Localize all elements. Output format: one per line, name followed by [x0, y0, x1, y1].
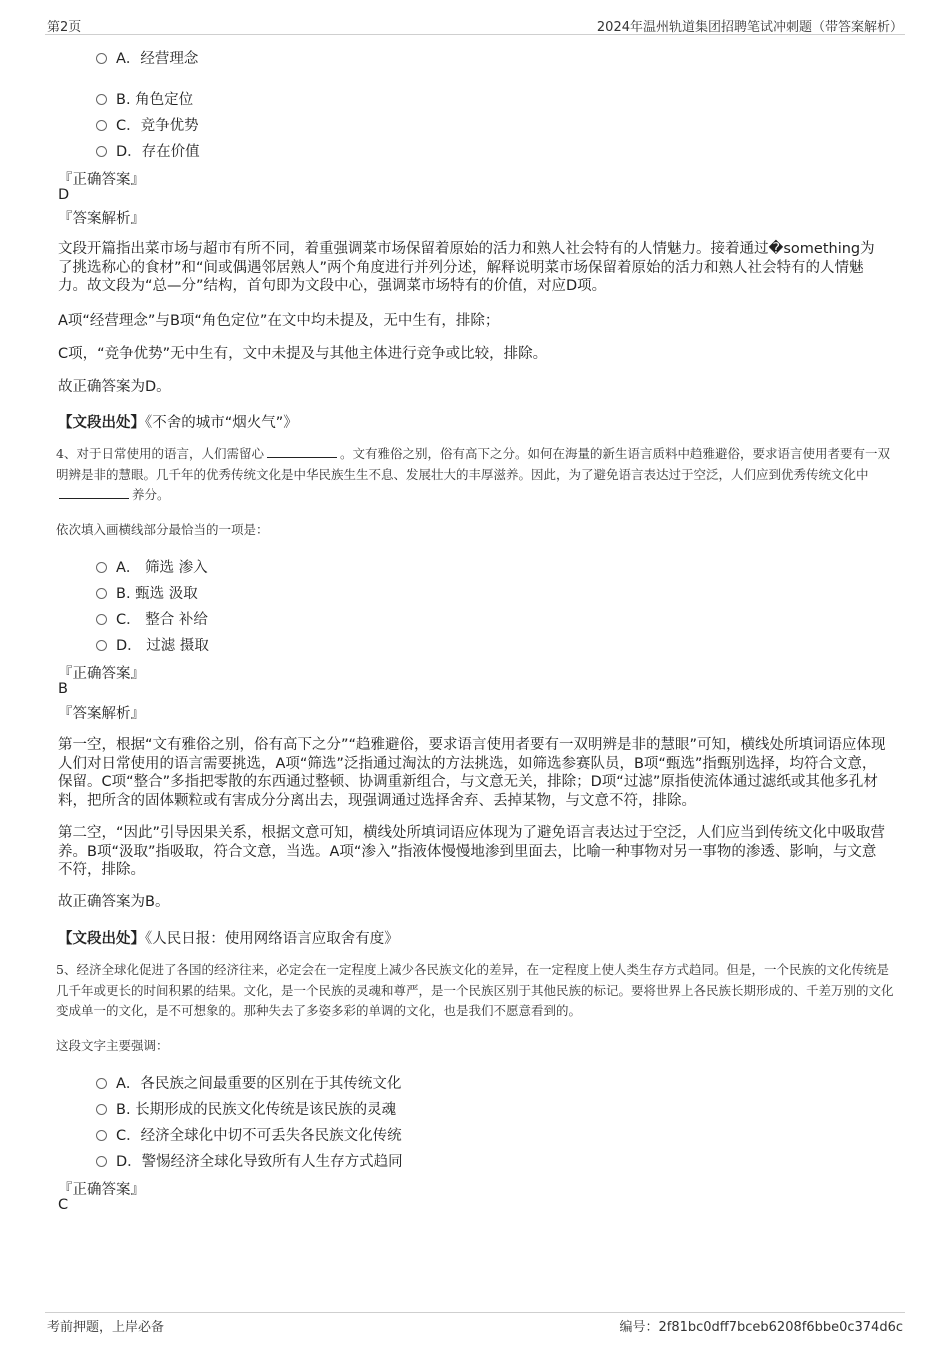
q5-answer-label: 『正确答案』	[58, 1182, 145, 1198]
q4-answer-label: 『正确答案』	[58, 666, 145, 682]
q3-option-b[interactable]: B. 角色定位	[96, 88, 193, 109]
page-header	[45, 14, 905, 35]
q5-option-b[interactable]: B. 长期形成的民族文化传统是该民族的灵魂	[96, 1098, 396, 1119]
q4-answer: B	[58, 681, 68, 697]
radio-icon[interactable]	[96, 562, 107, 573]
q3-option-c[interactable]: C．竞争优势	[96, 114, 199, 135]
radio-icon[interactable]	[96, 1078, 107, 1089]
q5-option-a[interactable]: A．各民族之间最重要的区别在于其传统文化	[96, 1072, 401, 1093]
q3-option-a[interactable]: A．经营理念	[96, 47, 198, 68]
q3-answer: D	[58, 187, 70, 203]
radio-icon[interactable]	[96, 146, 107, 157]
radio-icon[interactable]	[96, 1104, 107, 1115]
q3-option-d[interactable]: D．存在价值	[96, 140, 200, 161]
page-number: 第2页	[47, 20, 82, 35]
q5-answer: C	[58, 1197, 69, 1213]
q3-analysis-label: 『答案解析』	[58, 211, 145, 227]
radio-icon[interactable]	[96, 640, 107, 651]
q3-answer-label: 『正确答案』	[58, 172, 145, 188]
radio-icon[interactable]	[96, 614, 107, 625]
q4-prompt: 依次填入画横线部分最恰当的一项是：	[56, 522, 269, 537]
q4-option-d[interactable]: D． 过滤 摄取	[96, 634, 209, 655]
q5-option-c[interactable]: C．经济全球化中切不可丢失各民族文化传统	[96, 1124, 402, 1145]
q4-source: 【文段出处】《人民日报：使用网络语言应取舍有度》	[58, 931, 399, 947]
radio-icon[interactable]	[96, 588, 107, 599]
radio-icon[interactable]	[96, 1130, 107, 1141]
radio-icon[interactable]	[96, 94, 107, 105]
q4-analysis-p2: 第二空，“因此”引导因果关系，根据文意可知，横线处所填词语应体现为了避免语言表达过于空泛，人们应当到传统文化中吸取营养。B项“汲取”指吸取，符合文意，当选。A项“渗入”指液体慢慢地渗到里面去，比喻一种事物对另一事物的渗透、影响，与文意不符，排除。	[58, 825, 886, 878]
q3-analysis-p3: C项，“竞争优势”无中生有，文中未提及与其他主体进行竞争或比较，排除。	[58, 346, 548, 362]
radio-icon[interactable]	[96, 53, 107, 64]
q3-source: 【文段出处】《不舍的城市“烟火气”》	[58, 415, 298, 431]
q4-option-a[interactable]: A． 筛选 渗入	[96, 556, 208, 577]
radio-icon[interactable]	[96, 120, 107, 131]
q5-prompt: 这段文字主要强调：	[56, 1038, 169, 1053]
q5-question-text: 5、经济全球化促进了各国的经济往来，必定会在一定程度上减少各民族文化的差异，在一定程度上使人类生存方式趋同。但是，一个民族的文化传统是几千年或更长的时间积累的结果。文化，是一个民族的灵魂和尊严，是一个民族区别于其他民族的标记。要将世界上各民族长期形成的、千差万别的文化变成单一的文化，是不可想象的。那种失去了多姿多彩的单调的文化，也是我们不愿意看到的。	[56, 962, 894, 1018]
q4-option-c[interactable]: C． 整合 补给	[96, 608, 208, 629]
page-footer	[45, 1312, 905, 1335]
q3-analysis-p2: A项“经营理念”与B项“角色定位”在文中均未提及，无中生有，排除；	[58, 313, 500, 329]
q4-analysis-p1: 第一空，根据“文有雅俗之别，俗有高下之分”“趋雅避俗，要求语言使用者要有一双明辨是非的慧眼”可知，横线处所填词语应体现人们对日常使用的语言需要挑选，A项“筛选”泛指通过淘汰的方法挑选，如筛选参赛队员，B项“甄选”指甄别选择，均符合文意，保留。C项“整合”多指把零散的东西通过整顿、协调重新组合，与文意无关，排除；D项“过滤”原指使流体通过滤纸或其他多孔材料，把所含的固体颗粒或有害成分分离出去，现强调通过选择舍弃、丢掉某物，与文意不符，排除。	[58, 737, 886, 809]
q4-question-text: 4、对于日常使用的语言，人们需留心 。文有雅俗之别，俗有高下之分。如何在海量的新生语言质料中趋雅避俗，要求语言使用者要有一双明辨是非的慧眼。几千年的优秀传统文化是中华民族生生不息、发展壮大的丰厚滋养。因此，为了避免语言表达过于空泛，人们应到优秀传统文化中养分。	[56, 446, 890, 502]
fill-blank-2	[59, 486, 129, 499]
q3-analysis-p4: 故正确答案为D。	[58, 379, 171, 395]
fill-blank-1	[267, 445, 337, 458]
q4-analysis-label: 『答案解析』	[58, 706, 145, 722]
q3-analysis-p1: 文段开篇指出菜市场与超市有所不同，着重强调菜市场保留着原始的活力和熟人社会特有的人情魅力。接着通过�something为了挑选称心的食材”和“间或偶遇邻居熟人”两个角度进行并列分述，解释说明菜市场保留着原始的活力和熟人社会特有的人情魅力。故文段为“总—分”结构，首句即为文段中心，强调菜市场特有的价值，对应D项。	[58, 241, 875, 294]
radio-icon[interactable]	[96, 1156, 107, 1167]
q4-analysis-p3: 故正确答案为B。	[58, 894, 170, 910]
footer-slogan: 考前押题，上岸必备	[47, 1320, 165, 1335]
document-code: 编号：2f81bc0dff7bceb6208f6bbe0c374d6c	[619, 1320, 903, 1335]
q4-option-b[interactable]: B. 甄选 汲取	[96, 582, 198, 603]
document-title: 2024年温州轨道集团招聘笔试冲刺题（带答案解析）	[596, 20, 903, 35]
q5-option-d[interactable]: D．警惕经济全球化导致所有人生存方式趋同	[96, 1150, 403, 1171]
